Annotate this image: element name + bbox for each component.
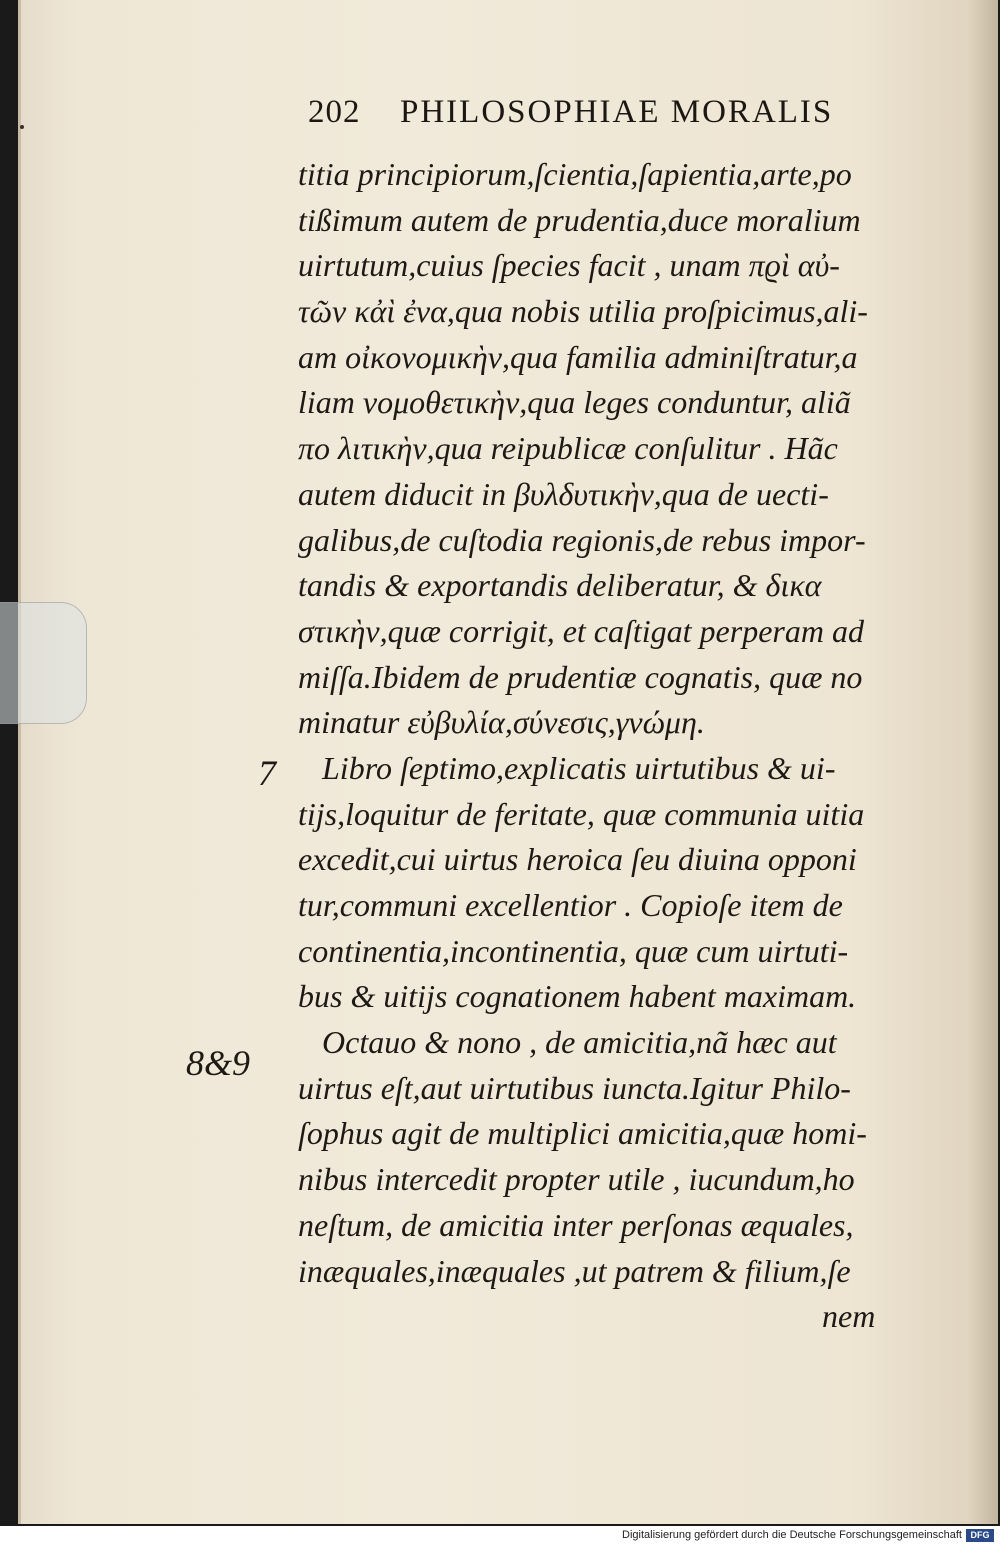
text-line: tißimum autem de prudentia,duce moralium bbox=[298, 201, 861, 238]
text-line: liam νομοθετικὴν,qua leges conduntur, aliã bbox=[298, 384, 851, 421]
text-line: excedit,cui uirtus heroica ſeu diuina opponi bbox=[298, 841, 857, 878]
text-line: tandis & exportandis deliberatur, & δικα bbox=[298, 567, 822, 604]
text-line: uirtus eſt,aut uirtutibus iuncta.Igitur Philo- bbox=[298, 1069, 851, 1106]
text-line: inæquales,inæquales ,ut patrem & filium,ſe bbox=[298, 1252, 851, 1289]
text-line: neſtum, de amicitia inter perſonas æquales, bbox=[298, 1206, 854, 1243]
text-line: πο λιτικὴν,qua reipublicæ conſulitur . Hãc bbox=[298, 430, 838, 467]
funding-credit: Digitalisierung gefördert durch die Deutsche Forschungsgemeinschaft bbox=[622, 1529, 962, 1541]
margin-book-number-8-9: 8&9 bbox=[186, 1043, 251, 1083]
text-line: ſophus agit de multiplici amicitia,quæ homi- bbox=[298, 1115, 867, 1152]
text-line: galibus,de cuſtodia regionis,de rebus impor- bbox=[298, 521, 866, 558]
text-line: Libro ſeptimo,explicatis uirtutibus & ui- bbox=[322, 749, 836, 786]
text-line: uirtutum,cuius ſpecies facit , unam πϱὶ αὐ- bbox=[298, 247, 840, 284]
text-line: nibus intercedit propter utile , iucundum,ho bbox=[298, 1161, 855, 1198]
text-line: minatur εὐβυλία,σύνεσις,γνώμη. bbox=[298, 704, 705, 741]
text-line: titia principiorum,ſcientia,ſapientia,arte,po bbox=[298, 156, 852, 192]
text-line: τῶν κἀὶ ἐνα,qua nobis utilia proſpicimus,ali- bbox=[298, 293, 868, 330]
running-title: PHILOSOPHIAE MORALIS bbox=[400, 94, 834, 130]
text-line: tijs,loquitur de feritate, quæ communia uitia bbox=[298, 795, 865, 832]
margin-book-number-7: 7 bbox=[258, 753, 276, 793]
page-header bbox=[308, 94, 888, 144]
page-gutter-shadow bbox=[968, 0, 998, 1524]
page-marker-tab bbox=[0, 602, 87, 724]
text-line: Octauo & nono , de amicitia,nã hæc aut bbox=[322, 1024, 837, 1061]
text-line: bus & uitijs cognationem habent maximam. bbox=[298, 978, 857, 1015]
text-line: continentia,incontinentia, quæ cum uirtuti- bbox=[298, 932, 849, 969]
text-line: am οἰκονομικὴν,qua familia adminiſtratur,a bbox=[298, 338, 858, 375]
body-text bbox=[298, 152, 898, 1340]
catchword: nem bbox=[822, 1298, 876, 1335]
text-line: autem diducit in βυλδυτικὴν,qua de uecti- bbox=[298, 475, 829, 512]
dfg-logo: DFG bbox=[966, 1529, 994, 1542]
page-number: 202 bbox=[308, 94, 361, 130]
text-line: miſſa.Ibidem de prudentiæ cognatis, quæ no bbox=[298, 658, 863, 695]
footer-bar bbox=[0, 1526, 1000, 1546]
text-line: tur,communi excellentior . Copioſe item de bbox=[298, 887, 843, 923]
paper-speck bbox=[20, 125, 24, 129]
text-line: στικὴν,quæ corrigit, et caſtigat perperam ad bbox=[298, 612, 864, 649]
